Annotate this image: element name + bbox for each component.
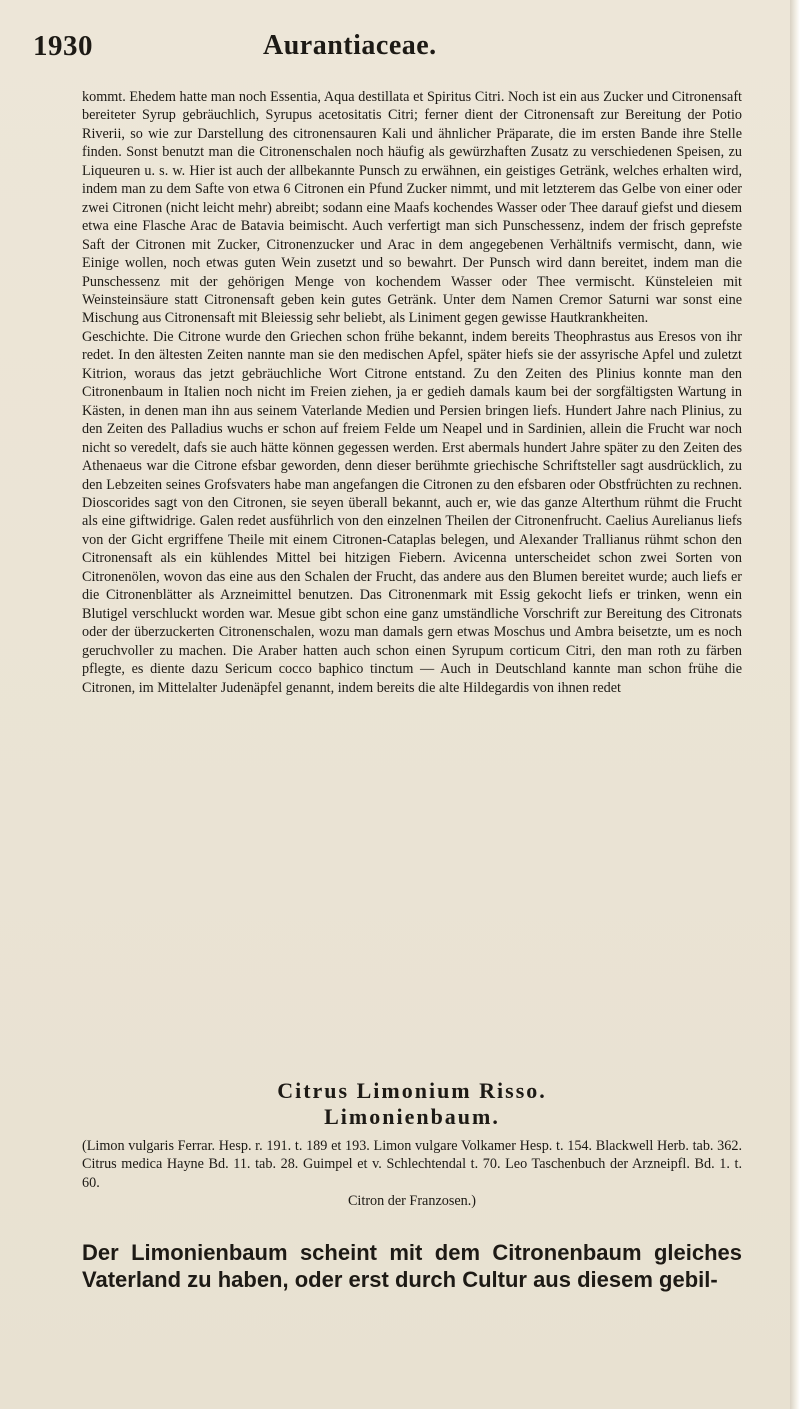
paragraph-history: Geschichte. Die Citrone wurde den Griechen schon frühe bekannt, indem bereits Theophrastus aus Eresos von ihr redet. In den ältesten Zeiten nannte man sie den medischen Apfel, später hiefs sie der assyrische Apfel und zuletzt Kitrion, woraus das jetzt gebräuchliche Wort Citrone entstand. Zu den Zeiten des Plinius konnte man den Citronenbaum in Italien noch nicht im Freien ziehen, ja er gedieh damals kaum bei der sorgfältigsten Wartung in Kästen, in denen man ihn aus seinem Vaterlande Medien und Persien bringen liefs. Hundert Jahre nach Plinius, zu den Zeiten des Palladius wuchs er schon auf freiem Felde um Neapel und in Sardinien, allein die Frucht war noch nicht so veredelt, dafs sie auch hätte können gegessen werden. Erst abermals hundert Jahre später zu den Zeiten des Athenaeus war die Citrone efsbar geworden, denn dieser berühmte griechische Schriftsteller sagt ausdrücklich, zu den Lebzeiten seines Grofsvaters habe man angefangen die Citronen zu den efsbaren oder Obstfrüchten zu rechnen. Dioscorides sagt von den Citronen, sie seyen überall bekannt, auch er, wie das ganze Alterthum rühmt die Frucht als eine giftwidrige. Galen redet ausführlich von den einzelnen Theilen der Citronenfrucht. Caelius Aurelianus liefs von der Gicht ergriffene Theile mit einem Citronen-Cataplas belegen, und Alexander Trallianus rühmt schon den Citronensaft als ein kühlendes Mittel bei hitzigen Fiebern. Avicenna unterscheidet schon zwei Sorten von Citronenölen, wovon das eine aus den Schalen der Frucht, das andere aus den Blumen bereitet wurde; auch liefs er die Citronenblätter als Arzneimittel benutzen. Das Citronenmark mit Essig gekocht liefs er trinken, wenn ein Blutigel verschluckt worden war. Mesue gibt schon eine ganz umständliche Vorschrift zur Bereitung des Citronats oder der überzuckerten Citronenschalen, wozu man damals gern etwas Moschus und Ambra beisetzte, um es noch geruchvoller zu machen. Die Araber hatten auch schon einen Syrupum corticum Citri, den man roth zu färben pflegte, es diente dazu Sericum cocco baphico tinctum — Auch in Deutschland kannte man schon frühe die Citronen, im Mittelalter Judenäpfel genannt, indem bereits die alte Hildegardis von ihnen redet <box>82 328 742 696</box>
running-title: Aurantiaceae. <box>263 30 437 61</box>
body-text <box>82 88 742 697</box>
page-edge <box>790 0 800 1409</box>
synonymy-last-line: Citron der Franzosen.) <box>347 1193 477 1210</box>
synonymy-block <box>82 1137 742 1211</box>
lead-paragraph: Der Limonienbaum scheint mit dem Citronenbaum gleiches Vaterland zu haben, oder erst durch Cultur aus diesem gebil- <box>82 1240 742 1292</box>
synonymy-text: (Limon vulgaris Ferrar. Hesp. r. 191. t. 189 et 193. Limon vulgare Volkamer Hesp. t. 154. Blackwell Herb. tab. 362. Citrus medica Hayne Bd. 11. tab. 28. Guimpel et v. Schlechtendal t. 70. Leo Taschenbuch der Arzneipfl. Bd. 1. t. 60. <box>82 1138 742 1191</box>
paragraph-uses: kommt. Ehedem hatte man noch Essentia, Aqua destillata et Spiritus Citri. Noch ist ein aus Zucker und Citronensaft bereiteter Syrup gebräuchlich, Syrupus acetositatis Citri; ferner dient der Citronensaft zur Bereitung der Potio Riverii, so wie zur Darstellung des citronensauren Kali und ähnlicher Präparate, die im ersten Bande ihre Stelle finden. Sonst benutzt man die Citronenschalen noch häufig als gewürzhaften Zusatz zu verschiedenen Speisen, zu Liqueuren u. s. w. Hier ist auch der allbekannte Punsch zu erwähnen, ein geistiges Getränk, welches erhalten wird, indem man zu dem Safte von etwa 6 Citronen ein Pfund Zucker nimmt, und mit letzterem das Gelbe von einer oder zwei Citronen (nicht leicht mehr) abreibt; sodann eine Maafs kochendes Wasser oder Thee darauf giefst und diesem etwa eine Flasche Arac de Batavia beimischt. Auch verfertigt man sich Punschessenz, indem der frisch geprefste Saft der Citronen mit Zucker, Citronenzucker und Arac in dem angegebenen Verhältnifs vermischt, dann, wie Einige wollen, noch etwas guten Wein zusetzt und so bewahrt. Der Punsch wird dann bereitet, indem man die Punschessenz mit der gehörigen Menge von kochendem Wasser oder Thee vermischt. Künsteleien mit Weinsteinsäure statt Citronensaft geben kein gutes Getränk. Unter dem Namen Cremor Saturni war sonst eine Mischung aus Citronensaft mit Bleiessig sehr beliebt, als Liniment gegen gewisse Hautkrankheiten. <box>82 89 742 327</box>
section-heading-german: Limonienbaum. <box>324 1104 500 1129</box>
running-head <box>33 30 753 70</box>
page-number: 1930 <box>33 30 93 62</box>
section-heading-latin: Citrus Limonium Risso. <box>277 1078 547 1103</box>
